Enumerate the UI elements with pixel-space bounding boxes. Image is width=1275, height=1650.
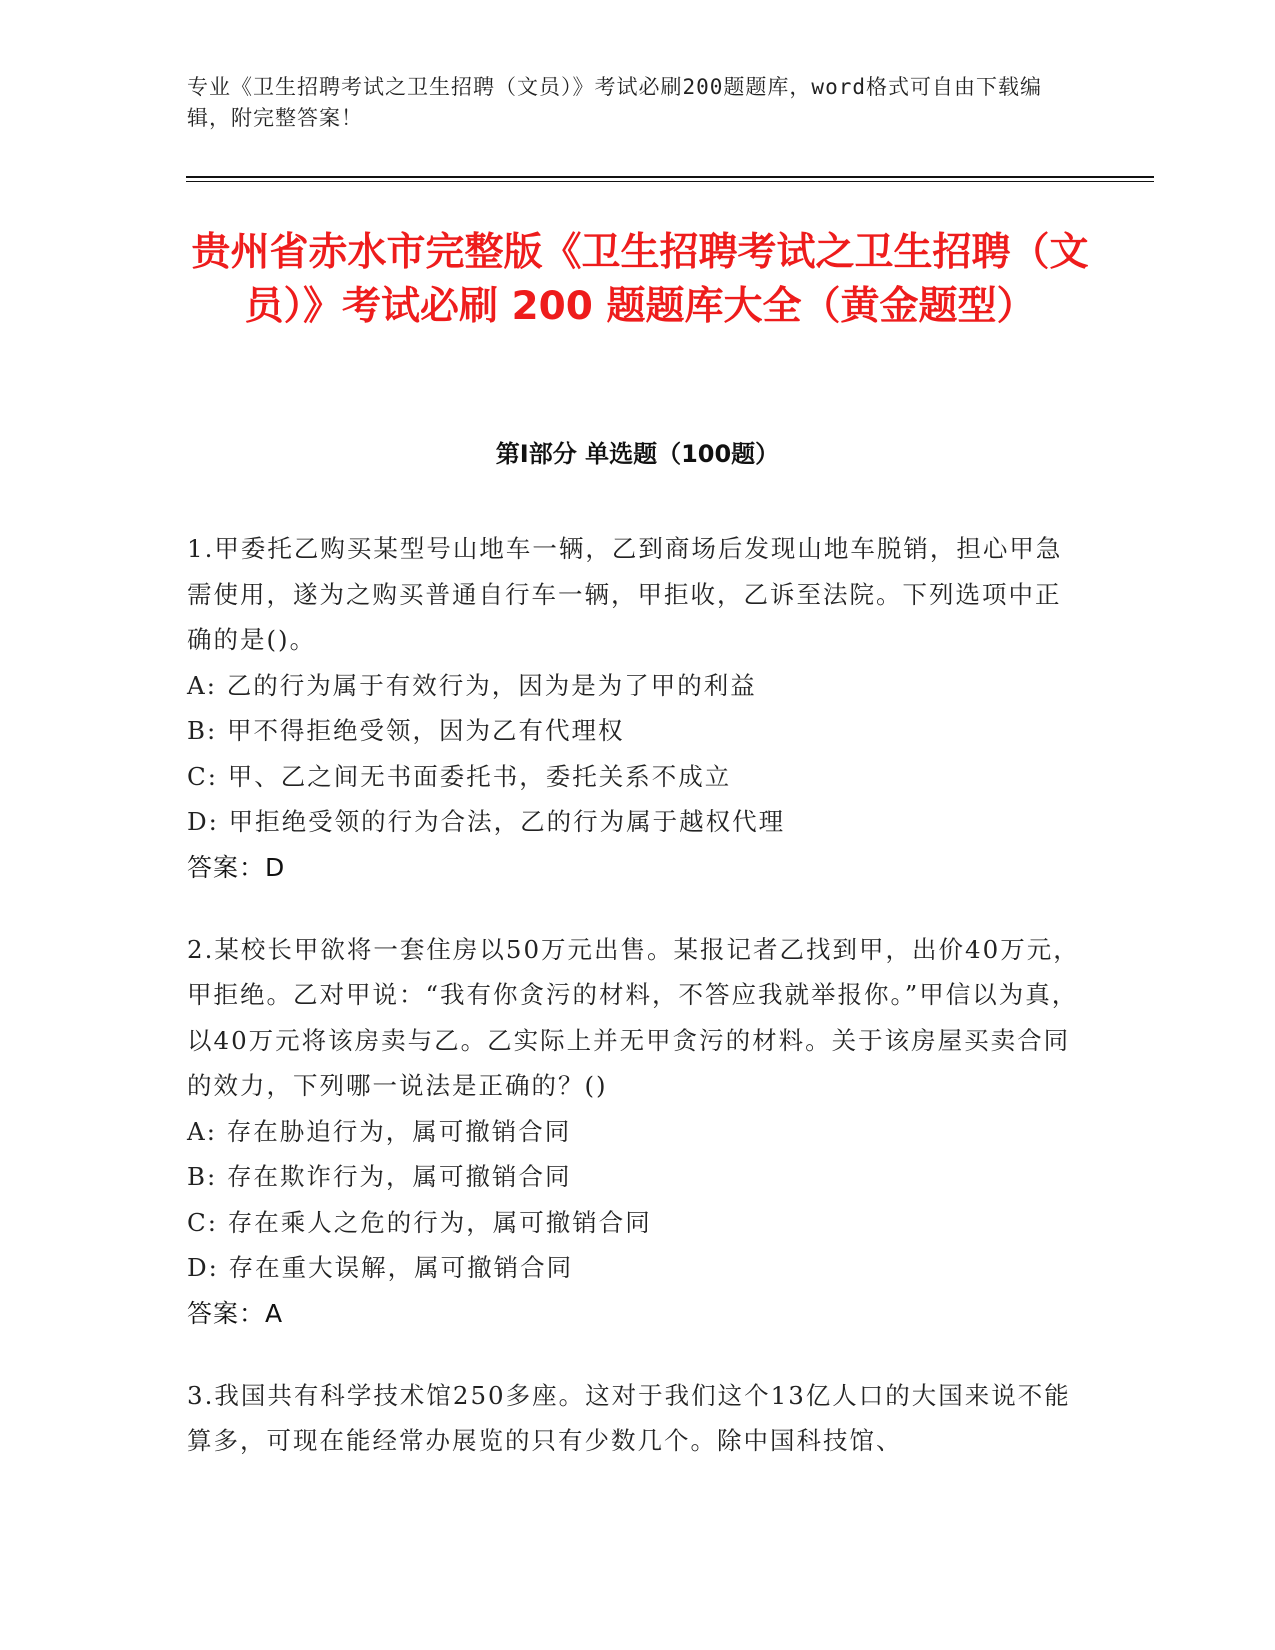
header-divider-thick xyxy=(186,176,1154,178)
option-d: D: 甲拒绝受领的行为合法，乙的行为属于越权代理 xyxy=(187,807,786,836)
question-2 xyxy=(187,927,1087,1337)
header-note: 专业《卫生招聘考试之卫生招聘（文员）》考试必刷200题题库，word格式可自由下载编辑，附完整答案！ xyxy=(187,75,1042,130)
option-c: C: 甲、乙之间无书面委托书，委托关系不成立 xyxy=(187,761,732,791)
option-d: D: 存在重大误解，属可撤销合同 xyxy=(187,1253,574,1282)
answer: 答案：D xyxy=(187,852,286,882)
document-title: 贵州省赤水市完整版《卫生招聘考试之卫生招聘（文员）》考试必刷 200 题题库大全（黄金题型） xyxy=(191,230,1089,329)
option-b: B: 存在欺诈行为，属可撤销合同 xyxy=(187,1162,572,1191)
option-a: A: 存在胁迫行为，属可撤销合同 xyxy=(187,1116,572,1146)
question-3 xyxy=(187,1373,1087,1464)
answer: 答案：A xyxy=(187,1298,284,1328)
question-1 xyxy=(187,526,1087,891)
question-text: 2.某校长甲欲将一套住房以50万元出售。某报记者乙找到甲，出价40万元，甲拒绝。乙对甲说：“我有你贪污的材料，不答应我就举报你。”甲信以为真，以40万元将该房卖与乙。乙实际上并无甲贪污的材料。关于该房屋买卖合同的效力，下列哪一说法是正确的？() xyxy=(187,934,1080,1100)
header-divider-thin xyxy=(186,181,1154,182)
section-heading: 第Ⅰ部分 单选题（100题） xyxy=(495,440,780,468)
option-a: A: 乙的行为属于有效行为，因为是为了甲的利益 xyxy=(187,670,757,700)
question-text: 3.我国共有科学技术馆250多座。这对于我们这个13亿人口的大国来说不能算多，可现在能经常办展览的只有少数几个。除中国科技馆、 xyxy=(187,1380,1071,1455)
question-text: 1.甲委托乙购买某型号山地车一辆，乙到商场后发现山地车脱销，担心甲急需使用，遂为之购买普通自行车一辆，甲拒收，乙诉至法院。下列选项中正确的是()。 xyxy=(187,534,1063,654)
option-c: C: 存在乘人之危的行为，属可撤销合同 xyxy=(187,1207,652,1237)
question-list xyxy=(187,526,1087,1500)
option-b: B: 甲不得拒绝受领，因为乙有代理权 xyxy=(187,716,625,745)
